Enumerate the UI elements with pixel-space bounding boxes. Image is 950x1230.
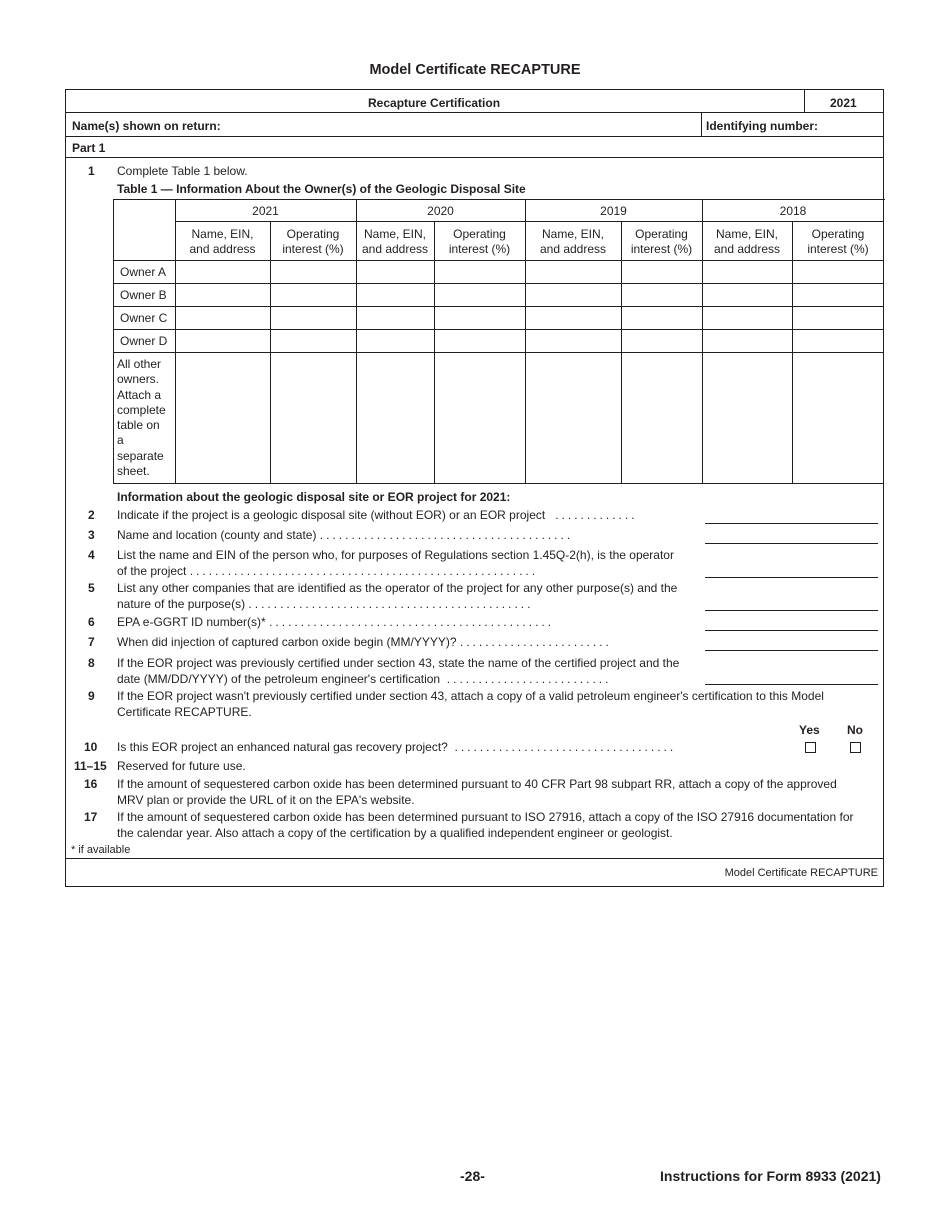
- line-number: 1: [88, 164, 95, 178]
- owner-label: Owner D: [120, 334, 168, 348]
- line-3-answer[interactable]: [705, 543, 878, 544]
- line-11-text: Reserved for future use.: [117, 759, 246, 773]
- line-4-text-a: List the name and EIN of the person who, for purposes of Regulations section 1.45Q-2(h), is the operator: [117, 548, 674, 562]
- col-header-text: and address: [361, 242, 429, 256]
- col-header-operating: [792, 227, 884, 257]
- line-16-text-b: MRV plan or provide the URL of it on the EPA's website.: [117, 793, 415, 807]
- line-7-text: When did injection of captured carbon oxide begin (MM/YYYY)? ........................: [117, 635, 612, 649]
- col-header-text: interest (%): [448, 242, 511, 256]
- col-header-text: and address: [713, 242, 781, 256]
- line-number: 16: [84, 777, 98, 791]
- col-header-name: [525, 227, 621, 257]
- col-header-text: Name, EIN,: [715, 227, 778, 241]
- part-label: Part 1: [72, 141, 106, 155]
- label-line: table on: [117, 418, 160, 433]
- col-header-text: interest (%): [807, 242, 869, 256]
- form-footer: Model Certificate RECAPTURE: [724, 867, 878, 879]
- label-line: All other: [117, 357, 162, 371]
- label-line: complete: [117, 402, 166, 417]
- line-1-text: Complete Table 1 below.: [117, 164, 248, 178]
- page-number: -28-: [460, 1168, 485, 1184]
- line-number: 2: [88, 508, 95, 522]
- line-text: nature of the purpose(s): [117, 597, 246, 611]
- divider: [65, 136, 884, 137]
- row-line: [175, 221, 884, 222]
- line-4-text-b: of the project .......................................................: [117, 564, 539, 578]
- label-line: a: [117, 433, 124, 448]
- col-header-text: and address: [539, 242, 607, 256]
- line-3-text: Name and location (county and state) ........................................: [117, 528, 574, 542]
- line-10-yes-checkbox[interactable]: [805, 742, 816, 753]
- info-heading: Information about the geologic disposal site or EOR project for 2021:: [117, 490, 511, 504]
- page-title: Model Certificate RECAPTURE: [369, 62, 581, 78]
- line-9-text-a: If the EOR project wasn't previously certified under section 43, attach a copy of a valid petroleum engineer's certification to this Model: [117, 689, 824, 703]
- line-8-text-a: If the EOR project was previously certified under section 43, state the name of the certified project and the: [117, 656, 680, 670]
- line-10-no-checkbox[interactable]: [850, 742, 861, 753]
- line-number: 8: [88, 656, 95, 670]
- col-header-text: interest (%): [282, 242, 344, 256]
- year-header: 2020: [427, 204, 454, 218]
- line-5-text-b: nature of the purpose(s) .............................................: [117, 597, 534, 611]
- line-17-text-b: the calendar year. Also attach a copy of the certification by a qualified independent engineer or geologist.: [117, 826, 673, 840]
- line-text: Is this EOR project an enhanced natural gas recovery project?: [117, 740, 448, 754]
- footnote: * if available: [71, 844, 131, 856]
- line-4-answer[interactable]: [705, 577, 878, 578]
- col-header-name: [702, 227, 792, 257]
- row-line: [113, 329, 884, 330]
- divider: [65, 112, 884, 113]
- line-2-text: Indicate if the project is a geologic disposal site (without EOR) or an EOR project .............: [117, 508, 638, 522]
- line-number: 17: [84, 810, 98, 824]
- col-header-text: Name, EIN,: [541, 227, 604, 241]
- year-header: 2019: [600, 204, 627, 218]
- line-text: Name and location (county and state): [117, 528, 317, 542]
- divider: [65, 157, 884, 158]
- col-header-text: Operating: [286, 227, 340, 241]
- line-text: date (MM/DD/YYYY) of the petroleum engineer's certification: [117, 672, 441, 686]
- label-line: owners.: [117, 372, 160, 387]
- col-header-text: interest (%): [630, 242, 693, 256]
- divider: [65, 858, 884, 859]
- line-number: 6: [88, 615, 95, 629]
- line-number: 5: [88, 581, 95, 595]
- line-text: of the project: [117, 564, 187, 578]
- line-10-text: Is this EOR project an enhanced natural gas recovery project? ...................................: [117, 740, 677, 754]
- row-line: [113, 283, 884, 284]
- line-6-text: EPA e-GGRT ID number(s)* .............................................: [117, 615, 555, 629]
- label-line: separate: [117, 448, 164, 463]
- row-line: [113, 483, 884, 484]
- line-17-text-a: If the amount of sequestered carbon oxide has been determined pursuant to ISO 27916, attach a copy of the ISO 27916 documentation for: [117, 810, 854, 824]
- line-text: EPA e-GGRT ID number(s)*: [117, 615, 266, 629]
- line-2-answer[interactable]: [705, 523, 878, 524]
- divider: [804, 89, 805, 112]
- owner-label: Owner C: [120, 311, 168, 325]
- certificate-year: 2021: [830, 96, 857, 110]
- line-7-answer[interactable]: [705, 650, 878, 651]
- all-other-owners-label: [117, 357, 166, 479]
- year-header: 2021: [252, 204, 279, 218]
- row-line: [113, 352, 884, 353]
- col-header-name: [356, 227, 434, 257]
- owner-label: Owner B: [120, 288, 167, 302]
- certification-heading: Recapture Certification: [368, 96, 501, 110]
- yes-label: Yes: [799, 723, 820, 737]
- line-8-text-b: date (MM/DD/YYYY) of the petroleum engineer's certification ..........................: [117, 672, 612, 686]
- col-header-text: Name, EIN,: [191, 227, 254, 241]
- col-header-text: Name, EIN,: [363, 227, 426, 241]
- no-label: No: [847, 723, 863, 737]
- names-label: Name(s) shown on return:: [72, 119, 221, 133]
- row-line: [113, 306, 884, 307]
- col-header-operating: [270, 227, 356, 257]
- label-line: Attach a: [117, 387, 162, 402]
- line-number: 9: [88, 689, 95, 703]
- line-text: When did injection of captured carbon oxide begin (MM/YYYY)?: [117, 635, 457, 649]
- col-header-text: Operating: [811, 227, 865, 241]
- col-header-text: and address: [189, 242, 256, 256]
- line-8-answer[interactable]: [705, 684, 878, 685]
- year-header: 2018: [779, 204, 807, 218]
- line-text: Indicate if the project is a geologic disposal site (without EOR) or an EOR project: [117, 508, 546, 522]
- line-number: 11–15: [74, 759, 107, 773]
- line-number: 3: [88, 528, 95, 542]
- line-number: 10: [84, 740, 98, 754]
- line-6-answer[interactable]: [705, 630, 878, 631]
- line-number: 7: [88, 635, 95, 649]
- col-header-operating: [621, 227, 702, 257]
- line-16-text-a: If the amount of sequestered carbon oxide has been determined pursuant to 40 CFR Part 98 subpart RR, attach a copy of the approved: [117, 777, 837, 791]
- col-header-operating: [434, 227, 525, 257]
- table-title: Table 1 — Information About the Owner(s) of the Geologic Disposal Site: [117, 182, 526, 196]
- row-line: [113, 260, 884, 261]
- line-5-text-a: List any other companies that are identified as the operator of the project for any other purpose(s) and the: [117, 581, 678, 595]
- divider: [701, 112, 702, 136]
- col-header-text: Operating: [453, 227, 506, 241]
- instructions-title: Instructions for Form 8933 (2021): [660, 1168, 881, 1184]
- label-line: sheet.: [117, 464, 150, 479]
- identifying-number-label: Identifying number:: [706, 119, 818, 133]
- owner-label: Owner A: [120, 265, 167, 279]
- col-header-name: [175, 227, 270, 257]
- line-9-text-b: Certificate RECAPTURE.: [117, 705, 252, 719]
- line-number: 4: [88, 548, 95, 562]
- col-header-text: Operating: [635, 227, 688, 241]
- line-5-answer[interactable]: [705, 610, 878, 611]
